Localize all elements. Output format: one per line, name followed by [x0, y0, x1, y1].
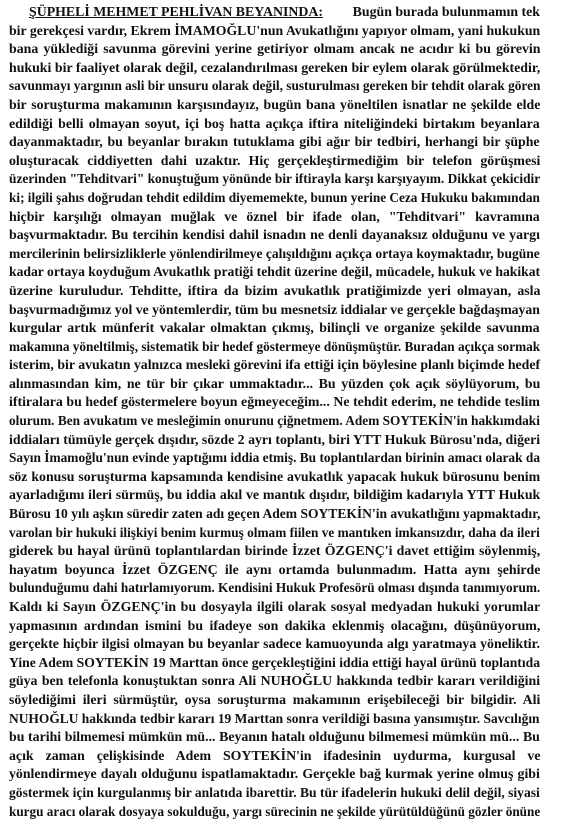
- text-line-content: açık zaman çelişkisinde Adem SOYTEKİN'in ifadesinin uydurma, kurgusal ve: [9, 747, 541, 763]
- text-line: [9, 338, 540, 357]
- text-line: [9, 356, 540, 375]
- text-line: [9, 784, 540, 803]
- text-line-content: NUHOĞLU hakkında tedbir kararı 19 Marttan sonra verildiği basına yansımıştır. Savcılığın: [9, 710, 540, 726]
- text-line-content: söz konusu soruşturma kapsamında kendisine avukatlık yapacak hukuk bürosunu benim: [9, 468, 541, 484]
- text-line: [9, 765, 540, 784]
- text-line: [9, 524, 540, 543]
- text-line-content: Kaldı ki Sayın ÖZGENÇ'in bu dosyayla ilgili olarak sosyal medyadan hukuki yorumlar: [9, 599, 541, 614]
- text-line: [9, 542, 540, 561]
- text-line-content: başvurmaktadır. Bu tercihin kendisi dahil isnadın ne denli dayanaksız olduğunu ve yargı: [9, 227, 540, 243]
- text-line-content: güya ben telefonla konuştuktan sonra Ali NUHOĞLU hakkında tedbir kararı verildiğini: [9, 673, 541, 689]
- text-line-content: bu tarihi bilmemesi mümkün mü... Beyanın hatalı olduğunu bilmemesi mümkün mü... Bu: [9, 729, 540, 745]
- text-line-content: iddiaları tümüyle gerçek dışıdır, sözde 2 ayrı toplantı, biri YTT Hukuk Bürosu'nda, diğeri: [9, 431, 541, 447]
- text-line-content: Bürosu 10 yılı aşkın süredir zaten adı geçen Adem SOYTEKİN'in avukatlığını yapmaktadır,: [9, 506, 541, 522]
- text-line-content: başvurmadığımız yol ve yöntemlerdir, tüm bu mesnetsiz iddialar ve gerçekle bağdaşmayan: [9, 301, 540, 317]
- text-line: [9, 319, 540, 338]
- text-line: [9, 375, 540, 394]
- text-line-content: dayanmaktadır, bu beyanlar bırakın tutuklama gibi ağır bir tedbiri, herhangi bir şüphe: [9, 134, 540, 150]
- text-line-content: mercilerinin belirsizliklerle yönlendirilmeye çalışıldığını açıkça ortaya koymaktadır, bugüne: [9, 245, 540, 261]
- text-line-content: iftiralara bu hedef göstermelere boyun eğmeyeceğim... Ne tehdit ederim, ne tehdide teslim: [9, 394, 540, 410]
- text-line-content: söylediğimi ileri sürmüştür, oysa soruşturma makamının erişebileceği bir bilgidir. Ali: [9, 691, 541, 707]
- text-line-content: kurgular artık münferit vakalar olmaktan çıkmış, bilinçli ve organize şekilde savunma: [9, 320, 540, 336]
- text-line-content: kurgu aracı olarak dosyaya sokulduğu, yargı sürecinin ne şekilde yürütüldüğünü gözler önüne: [9, 803, 541, 819]
- text-line-content: makamına yöneltilmiş, sistematik bir hedef göstermeye dönüşmüştür. Buradan açıkça sormak: [9, 338, 541, 354]
- text-line: [9, 301, 540, 320]
- text-line-content: yapmasının ardından ismini bu ifadeye son dakika eklenmiş olacağını, düşünüyorum,: [9, 617, 541, 633]
- text-line: [9, 728, 540, 747]
- text-line-content: Yine Adem SOYTEKİN 19 Marttan önce gerçekleştiğini iddia ettiği hayal ürünü toplantıda: [9, 654, 541, 670]
- statement-heading: ŞÜPHELİ MEHMET PEHLİVAN BEYANINDA:: [29, 4, 323, 19]
- text-line: [9, 598, 540, 617]
- text-line: [9, 635, 540, 654]
- text-line-content: bana yüklediği savunma görevini yerine getiriyor olmam ancak ne acıdır ki bu görevin: [9, 41, 541, 57]
- text-line: [9, 133, 540, 152]
- text-line: [9, 22, 540, 41]
- text-line: [9, 747, 540, 766]
- text-line: [9, 654, 540, 673]
- text-line: [9, 579, 540, 598]
- text-line-content: Sayın İmamoğlu'nun evinde yaptığımı iddia etmiş. Bu toplantılardan birinin amacı olarak da: [9, 450, 541, 466]
- text-line: [9, 77, 540, 96]
- text-line-content: gerçekte hiçbir ilgisi olmayan bu beyanlar sadece kamuoyunda algı yaratmaya yöneliktir.: [9, 636, 540, 652]
- text-line: [9, 486, 540, 505]
- text-line-content: edildiği belli olmayan soyut, içi boş hatta açıkça iftira niteliğindeki birtakım beyanlara: [9, 115, 540, 131]
- text-line-content: Bugün burada bulunmamın tek: [352, 4, 540, 19]
- text-line: [9, 617, 540, 636]
- text-line: [9, 431, 540, 450]
- text-line-content: hayatım boyunca İzzet ÖZGENÇ ile aynı ortamda bulunmadım. Hatta aynı şehirde: [9, 561, 541, 577]
- text-line: [9, 40, 540, 59]
- text-line-content: yönlendirmeye dayalı olduğunu ispatlamaktadır. Gerçekle bağ kurmak yerine olmuş gibi: [9, 766, 540, 782]
- text-line: [9, 282, 540, 301]
- text-line-content: isterim, bir avukatın yalnızca mesleki görevini ifa ettiği için böylesine planlı biçimde hedef: [9, 357, 541, 373]
- text-line: [9, 96, 540, 115]
- text-line: [9, 672, 540, 691]
- text-line: [9, 226, 540, 245]
- text-line-content: giderek bu hayal ürünü toplantılardan birinde İzzet ÖZGENÇ'i davet ettiğim söylenmiş,: [9, 543, 541, 559]
- text-line: [9, 59, 540, 78]
- text-line-content: göstermek için kurgulanmış bir anlatıda ibarettir. Bu tür ifadelerin hukuki delil değil, siyasi: [9, 784, 540, 800]
- text-line-content: hukuki bir faaliyet olarak değil, cezalandırılması gereken bir eylem olarak görülmektedir,: [9, 59, 541, 75]
- text-line-content: savunmayı yargının asli bir unsuru olarak değil, susturulması gereken bir tehdit olarak gören: [9, 78, 541, 94]
- text-line: [9, 170, 540, 189]
- text-line-content: ki; ilgili şahıs doğrudan tehdit edildim diyememekte, bunun yerine Ceza Hukuku bakımından: [9, 189, 540, 205]
- text-line-content: oluşturacak ciddiyetten dahi uzaktır. Hiç gerçekleştirmediğim bir telefon görüşmesi: [9, 152, 541, 168]
- text-line-content: varolan bir hukuki ilişkiyi benim kurmuş olmam fiilen ve mantıken imkansızdır, daha da ileri: [9, 524, 540, 540]
- text-line: [9, 115, 540, 134]
- text-line-content: ayarladığımı ileri sürmüş, bu iddia akıl ve mantık dışıdır, bildiğim kadarıyla YTT Hukuk: [9, 487, 541, 503]
- text-line: [9, 505, 540, 524]
- text-line: [9, 3, 540, 22]
- text-line: [9, 561, 540, 580]
- text-line: [9, 691, 540, 710]
- text-line-content: bir soruşturma makamının karşısındayız, bugün bana yöneltilen isnatlar ne şekilde elde: [9, 96, 541, 112]
- text-line: [9, 263, 540, 282]
- text-line-content: üzerinden "Tehditvari" konuştuğum yönünde bir iftirayla karşı karşıyayım. Dikkat çekicidir: [9, 171, 541, 187]
- text-line-content: bulunduğumu dahi hatırlamıyorum. Kendisini Hukuk Profesörü olması dışında tanımıyorum.: [9, 580, 541, 596]
- text-line: [9, 152, 540, 171]
- text-line: [9, 189, 540, 208]
- text-line: [9, 412, 540, 431]
- text-line: [9, 710, 540, 729]
- text-line: [9, 245, 540, 264]
- text-line-content: bir gerekçesi vardır, Ekrem İMAMOĞLU'nun Avukatlığını yapıyor olmam, yani hukukun: [9, 22, 541, 38]
- statement-body: [9, 3, 540, 821]
- text-line-content: alınmasından kim, ne tür bir çıkar ummaktadır... Bu yüzden çok açık söylüyorum, bu: [9, 375, 541, 391]
- text-line: [9, 449, 540, 468]
- text-line-content: üzerine kuruludur. Tehditte, iftira da bizim avukatlık pratiğimizde yeri olmayan, asla: [9, 282, 541, 298]
- text-line-content: kadar ortaya koyduğum Avukatlık pratiği tehdit üzerine değil, mücadele, hukuk ve hakikat: [9, 264, 541, 280]
- text-line-content: hiçbir karşılığı olmayan muğlak ve öznel bir ifade olan, "Tehditvari" kavramına: [9, 208, 540, 224]
- text-line: [9, 393, 540, 412]
- text-line: [9, 803, 540, 821]
- text-line-content: olurum. Ben avukatım ve mesleğimin onurunu çiğnetmem. Adem SOYTEKİN'in hakkımdaki: [9, 413, 540, 429]
- text-line: [9, 208, 540, 227]
- text-line: [9, 468, 540, 487]
